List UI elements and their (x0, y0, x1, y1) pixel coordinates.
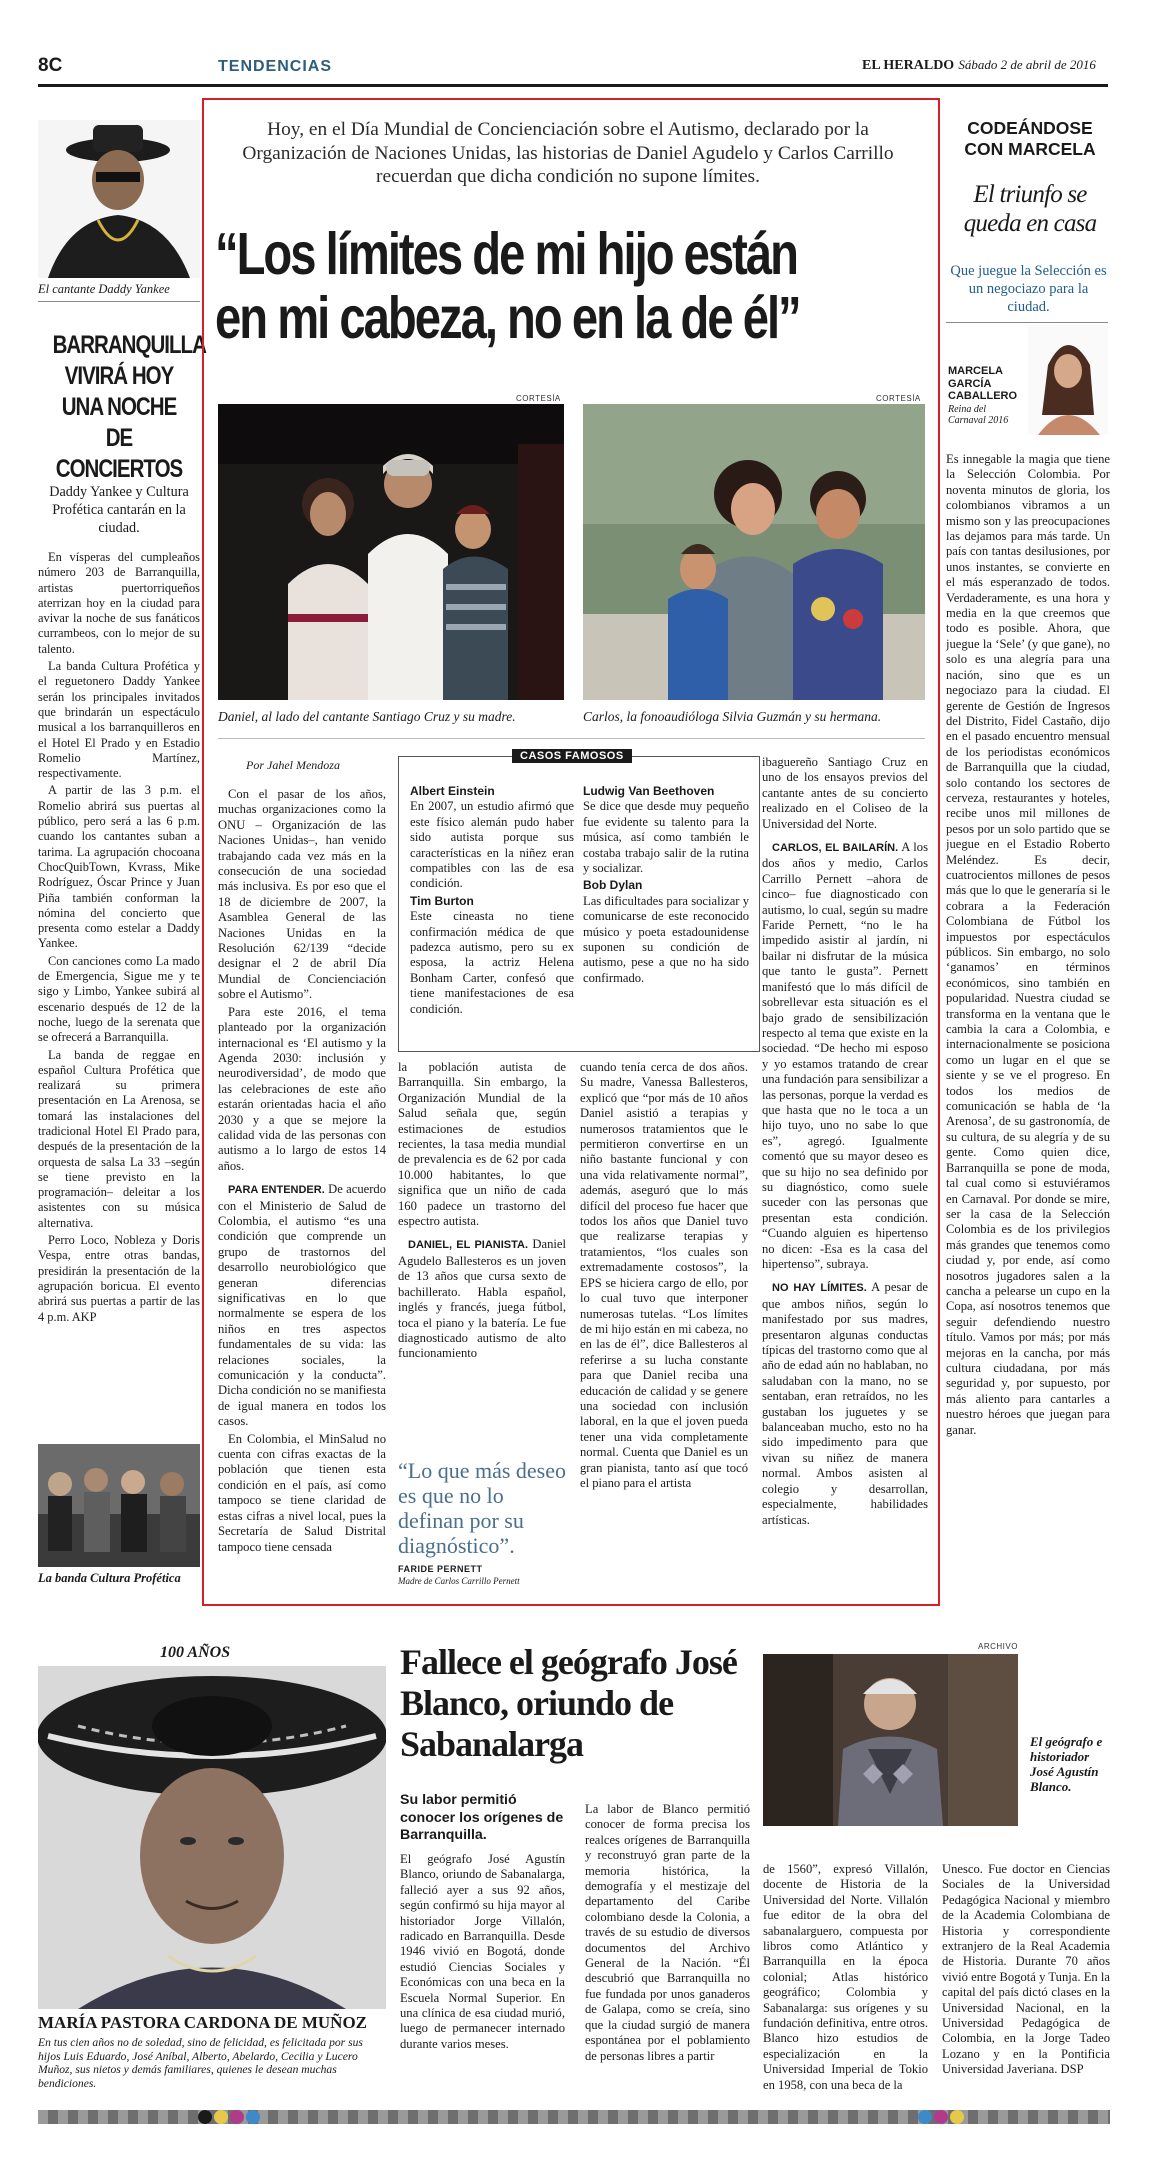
left-body-p2: La banda Cultura Profética y el reguetonero Daddy Yankee serán los principales invitados que brindarán un espectáculo musical a los barranquilleros en el Hotel El Prado y en Estadio Romelio Martínez, respectivamente. (38, 659, 200, 781)
left-rule (38, 301, 200, 302)
case-text-einstein: En 2007, un estudio afirmó que este físico alemán pudo haber sido autista porque sus características en la niñez eran compatibles con las de esa condición. (410, 799, 574, 891)
main-col1 (218, 787, 386, 1595)
left-headline-text: BARRANQUILLA VIVIRÁ HOY UNA NOCHE DE CONCIERTOS (52, 331, 206, 483)
cultura-profetica-photo (38, 1444, 200, 1567)
byline: Por Jahel Mendoza (246, 758, 340, 772)
left-headline (52, 330, 206, 485)
main-headline-line1: “Los límites de mi hijo están (215, 221, 797, 287)
maria-pastora-caption: En tus cien años no de soledad, sino de felicidad, es felicitada por sus hijos Luis Eduardo, José Aníbal, Alberto, Abelardo, Cecilia y Lucero Muñoz, sus nietos y demás familiares, quienes le desean muchas bendiciones. (38, 2036, 363, 2090)
obituary-col2 (585, 1802, 750, 2092)
daniel-pianista-lead: DANIEL, EL PIANISTA. (408, 1239, 529, 1252)
header-rule (38, 84, 1108, 87)
masthead-date (862, 57, 1096, 74)
obituary-col3 (763, 1862, 928, 2092)
maria-pastora-name: MARÍA PASTORA CARDONA DE MUÑOZ (38, 2013, 368, 2032)
main-col3 (580, 1060, 748, 1595)
pull-quote: “Lo que más deseo es que no lo definan por su diagnóstico”. (398, 1458, 566, 1558)
column-title-line2: CON MARCELA (964, 139, 1096, 159)
main-col1-p4: En Colombia, el MinSalud no cuenta con cifras exactas de la población que tienen esta condición en el país, así como tampoco se tiene claridad de estas cifras a nivel local, pues la Secretaría de Salud Distrital tampoco tiene censada (218, 1431, 386, 1554)
main-col3-p1: cuando tenía cerca de dos años. Su madre, Vanessa Ballesteros, explicó que “por más de 10 años Daniel asistió a terapias y numerosos tratamientos que le permitieron convertirse en un niño bastante funcional y con una vida relativamente normal”, además, aseguró que lo más difícil del proceso fue hacer que todos los años que Daniel tuvo que realizarse terapias y tratamientos, “los cuales son extremadamente costosos”, la EPS se hiciera cargo de ello, por lo cual tuvo que interponer numerosas tutelas. “Los límites de mi hijo están en mi cabeza, no en las de él”, dice Ballesteros al referirse a su lucha constante para que Daniel reciba una educación de calidad y se genere una sociedad con inclusión laboral, en la que el joven pueda tener una vida completamente normal. Cuenta que Daniel es un gran pianista, tanto así que tocó el piano para el artista (580, 1060, 748, 1490)
left-body-p3: A partir de las 3 p.m. el Romelio abrirá sus puertas al público, pero será a las 6 p.m. cuando los cantantes suban a tarima. La agrupación chocoana ChocQuibTown, Kvrass, Mike Rodríguez, Óscar Prince y Juan Piña también conforman la nómina del concierto que presenta como estelar a Daddy Yankee. (38, 783, 200, 951)
main-col2-p2 (398, 1237, 566, 1361)
para-entender-text: De acuerdo con el Ministerio de Salud de Colombia, el autismo “es una condición que comprende un grupo de trastornos del desarrollo neurobiológico que generan diferencias significativas en lo que normalmente se espera de los niños en tres aspectos fundamentales de su vida: las relaciones sociales, la comunicación y la conducta”. Dicha condición no se manifiesta de igual manera en todos los casos. (218, 1182, 386, 1429)
case-name-beethoven: Ludwig Van Beethoven (583, 784, 715, 798)
column-deck: Que juegue la Selección es un negociazo para la ciudad. (950, 263, 1107, 315)
left-body (38, 550, 200, 1430)
main-kicker: Hoy, en el Día Mundial de Concienciación sobre el Autismo, declarado por la Organización de Naciones Unidas, las historias de Daniel Agudelo y Carlos Carrillo recuerdan que dicha condición no supone límites. (242, 119, 894, 187)
page-number: 8C (38, 55, 63, 76)
carlos-photo (583, 404, 925, 700)
left-deck: Daddy Yankee y Cultura Profética cantarán en la ciudad. (49, 484, 189, 536)
page-header (0, 0, 1157, 100)
no-hay-limites-text: A pesar de que ambos niños, según lo manifestado por sus madres, presentaron algunas conductas típicas del trastorno como que al año de edad aún no hablaban, no saludaban con la mano, no se sentaban, eran retraídos, no les gustaban los juguetes y se balanceaban mucho, esto no ha sido impedimento para que vivan su niñez de manera normal. Ambos asisten al colegio y desarrollan, especialmente, habilidades artísticas. (762, 1280, 928, 1527)
obituary-col2-text: La labor de Blanco permitió conocer de forma precisa los realces orígenes de Barranquilla y reconstruyó gran parte de la memoria histórica, la demografía y el mestizaje del departamento del Caribe colombiano desde la Colonia, a través de su estudio de diversos documentos del Archivo General de la Nación. “Él descubrió que Barranquilla no fue fundada por unos ganaderos de Galapa, como se creía, sino que la ciudad surgió de manera espontánea por el poblamiento de personas libres a partir (585, 1802, 750, 2063)
main-headline (215, 222, 927, 350)
cien-anos-label: 100 AÑOS (160, 1644, 231, 1661)
obituary-deck: Su labor permitió conocer los orígenes de Barranquilla. (400, 1792, 564, 1843)
main-col4 (762, 755, 928, 1595)
obituary-col1-text: El geógrafo José Agustín Blanco, oriundo de Sabanalarga, falleció ayer a sus 92 años, según confirmó su hija mayor al historiador Jorge Villalón, radicado en Barranquilla. Desde 1946 vivió en Bogotá, donde estudió Ciencias Sociales y Económicas con una beca en la Escuela Normal Superior. En una clínica de esa ciudad murió, luego de permanecer internado durante varios meses. (400, 1852, 565, 2051)
casos-famosos-title: CASOS FAMOSOS (512, 749, 632, 763)
daniel-pianista-text: Daniel Agudelo Ballesteros es un joven de 13 años que cursa sexto de bachillerato. Habla español, inglés y francés, juega fútbol, toca el piano y la batería. Le fue diagnosticado autismo de alto funcionamiento (398, 1237, 566, 1361)
case-name-einstein: Albert Einstein (410, 784, 495, 798)
daniel-caption: Daniel, al lado del cantante Santiago Cruz y su madre. (218, 709, 516, 724)
para-entender-lead: PARA ENTENDER. (228, 1184, 325, 1197)
main-headline-line2: en mi cabeza, no en la de él” (215, 285, 800, 351)
photo1-credit: CORTESÍA (516, 394, 561, 403)
main-col4-p1: ibaguereño Santiago Cruz en uno de los ensayos previos del cantante antes de su concierto realizado en el Coliseo de la Universidad del Norte. (762, 755, 928, 831)
column-title (950, 118, 1110, 160)
column-body-text: Es innegable la magia que tiene la Selección Colombia. Por noventa minutos de gloria, los colombianos vibramos a un mismo son y las preocupaciones las dejamos para más tarde. Un país con tantas desilusiones, por unos instantes, se convierte en el más esperanzado de todos. Verdaderamente, es una hora y media en la que creemos que todo es posible. Ahora, que juegue la ‘Sele’ (y que gane), no solo es una alegría para una nación, sino que es un negociazo para la ciudad. El gerente de Gestión de Ingresos del Distrito, Fidel Castaño, dijo en el pasado encuentro mensual de los periodistas económicos de Barranquilla que la ciudad, solo contando los sectores de cerveza, restaurantes y hoteles, recibe unos mil millones de pesos por un solo partido que se juegue en el Estadio Roberto Meléndez. Es decir, cuatrocientos millones de pesos más que lo que le generaría si le cobrara a la Federación Colombiana de Fútbol los impuestos por espectáculos públicos. Sin embargo, no solo ‘ganamos’ en términos económicos, sino también en popularidad. Nuestra ciudad se transforma en la ventana que le cambia la cara a Colombia, e internacionalmente se posiciona como un lugar en el que se siente y se ve el progreso. En todos los medios de comunicación se habla de ‘la Arenosa’, de su gastronomía, de su cultura, de su alegría y de su gente. Como quien dice, Barranquilla se pone de moda, tal cual como si estuviéramos en Carnaval. Por donde se mire, ser la casa de la Selección Colombia es de los privilegios más grandes que tenemos como ciudad y, por ende, así como nosotros jugadores salen a la cancha a pelearse un cupo en la Copa, así nosotros tenemos que seguir defendiendo nuestro título. Vamos por más; por más mejoras en la cancha, por más cultura ciudadana, por más seguridad y, por supuesto, por más aliento para cantarles a nuestro héroes que juegan para ganar. (946, 452, 1110, 1437)
jose-blanco-photo (763, 1654, 1018, 1826)
carlos-bailarin-lead: CARLOS, EL BAILARÍN. (772, 842, 899, 855)
registration-strip (38, 2110, 1110, 2124)
cultura-profetica-caption: La banda Cultura Profética (38, 1571, 181, 1585)
obituary-headline: Fallece el geógrafo José Blanco, oriundo de Sabanalarga (400, 1642, 737, 1764)
marcela-photo (1028, 325, 1108, 435)
main-col2-p1: la población autista de Barranquilla. Sin embargo, la Organización Mundial de la Salud señala que, según estimaciones de estudios recientes, la tasa media mundial de prevalencia es de 62 por cada 10.000 habitantes, lo que significa que un niño de cada 160 padece un trastorno del espectro autista. (398, 1060, 566, 1229)
photo2-credit: CORTESÍA (876, 394, 921, 403)
obituary-col4-text: Unesco. Fue doctor en Ciencias Sociales de la Universidad Pedagógica Nacional y miembro de la Academia Colombiana de Historia y correspondiente extranjero de la Real Academia de Historia. Durante 70 años vivió entre Bogotá y Tunja. En la capital del país dictó clases en la Universidad Nacional, en la Universidad Pedagógica de Colombia, en la Jorge Tadeo Lozano y en la Pontificia Universidad Javeriana. DSP (942, 1862, 1110, 2077)
column-author-role: Reina del Carnaval 2016 (948, 404, 1009, 426)
maria-pastora-photo (38, 1666, 386, 2009)
case-text-burton: Este cineasta no tiene confirmación médica de que padezca autismo, pero su ex esposa, la actriz Helena Bonham Carter, confesó que tiene manifestaciones de esa condición. (410, 909, 574, 1016)
newspaper-name: EL HERALDO (862, 58, 955, 73)
daddy-yankee-caption: El cantante Daddy Yankee (38, 282, 170, 296)
pull-quote-role: Madre de Carlos Carrillo Pernett (398, 1576, 520, 1586)
carlos-bailarin-text: A los dos años y medio, Carlos Carrillo Pernett –ahora de cinco– fue diagnosticado con autismo, lo cual, según su madre Faride Pernett, “no le ha impedido asistir al jardín, ni bailar ni disfrutar de la música que tanto le gusta”. Pernett manifestó que lo más difícil de sobrellevar esta situación es el bajo grado de sensibilización respecto al tema que existe en la sociedad. “De hecho mi esposo y yo estamos tratando de crear una fundación para sensibilizar a las personas, porque la verdad es que hasta que no le toca a un hijo tuyo, uno no sabe lo que es”, agregó. Igualmente comentó que su mayor deseo es que su hijo no sea definido por su diagnóstico, como suele suceder con las personas que presentan esta condición. “Cuando alguien es hipertenso no dicen: -Esa es la casa del hipertenso”, subraya. (762, 840, 928, 1271)
main-col1-p2: Para este 2016, el tema planteado por la organización internacional es ‘El autismo y la Agenda 2030: inclusión y neurodiversidad’, de modo que las celebraciones de este año estarán orientadas hacia el año 2030 y a que se mejore la calidad vida de las personas con autismo a lo largo de estos 14 años. (218, 1004, 386, 1173)
column-body (946, 452, 1110, 1602)
casos-box-right (583, 784, 749, 1046)
main-col2 (398, 1060, 566, 1460)
daddy-yankee-photo (38, 120, 200, 278)
archive-credit: ARCHIVO (978, 1642, 1018, 1651)
main-col4-p3 (762, 1280, 928, 1528)
column-headline: El triunfo se queda en casa (963, 181, 1097, 237)
issue-date: Sábado 2 de abril de 2016 (958, 57, 1096, 72)
column-author-rule (946, 322, 1108, 323)
case-name-burton: Tim Burton (410, 893, 474, 908)
case-name-dylan: Bob Dylan (583, 878, 643, 893)
carlos-caption: Carlos, la fonoaudióloga Silvia Guzmán y su hermana. (583, 709, 882, 724)
daniel-photo (218, 404, 564, 700)
case-text-dylan: Las dificultades para socializar y comunicarse de este reconocido músico y poeta estadounidense suponen su condición de autismo, pese a que no ha sido confirmado. (583, 893, 749, 985)
obituary-col3-text: de 1560”, expresó Villalón, docente de Historia de la Universidad del Norte. Villalón fue editor de la obra del sabanalarguero, compuesta por libros como Atlántico y Barranquilla en la época colonial; Atlas histórico geográfico; Colombia y Sabanalarga: sus orígenes y su fundación definitiva, entre otros. Blanco hizo estudios de especialización en la Universidad Imperial de Tokio en 1958, con una beca de la (763, 1862, 928, 2092)
no-hay-limites-lead: NO HAY LÍMITES. (772, 1282, 867, 1295)
section-name: TENDENCIAS (218, 58, 333, 75)
obituary-col1 (400, 1852, 565, 2092)
obituary-col4 (942, 1862, 1110, 2092)
main-col1-p3 (218, 1182, 386, 1430)
casos-box-left (410, 784, 574, 1046)
column-title-line1: CODEÁNDOSE (967, 118, 1093, 138)
case-text-beethoven: Se dice que desde muy pequeño fue evidente su talento para la música, así como también le costaba trabajo salir de la rutina y socializar. (583, 799, 749, 876)
left-body-p6: Perro Loco, Nobleza y Doris Vespa, entre otras bandas, presidirán la presentación de la agrupación boricua. El evento abrirá sus puertas a partir de las 4 p.m. AKP (38, 1233, 200, 1324)
column-author-name: MARCELA GARCÍA CABALLERO (948, 365, 1018, 402)
left-body-p4: Con canciones como La mado de Emergencia, Sigue me y te sigo y Limbo, Yankee subirá al escenario después de 12 de la noche, luego de la serenata que se ofrecerá a Barranquilla. (38, 953, 200, 1045)
jose-blanco-caption: El geógrafo e historiador José Agustín Blanco. (1030, 1734, 1103, 1794)
left-body-p1: En vísperas del cumpleaños número 203 de Barranquilla, artistas puertorriqueños aterrizan hoy en la ciudad para avivar la noche de sus fanáticos currambeos, con lo mejor de su talento. (38, 550, 200, 656)
caption-rule (218, 738, 925, 739)
pull-quote-name: FARIDE PERNETT (398, 1564, 483, 1574)
left-body-p5: La banda de reggae en español Cultura Profética que realizará su primera presentación en La Arenosa, se tomará las instalaciones del tradicional Hotel El Prado para, después de la presentación de la orquesta de salsa La 33 –según se tiene previsto en la programación– deleitar a los asistentes con su música alternativa. (38, 1047, 200, 1230)
main-col4-p2 (762, 840, 928, 1272)
main-col1-p1: Con el pasar de los años, muchas organizaciones como la ONU – Organización de las Naciones Unidas–, han venido trabajando cada vez más en la consecución de una sociedad más inclusiva. Es por eso que el 18 de diciembre de 2007, la Asamblea General de las Naciones Unidas en la Resolución 62/139 “decide designar el 2 de abril Día Mundial de Concienciación sobre el Autismo”. (218, 787, 386, 1002)
